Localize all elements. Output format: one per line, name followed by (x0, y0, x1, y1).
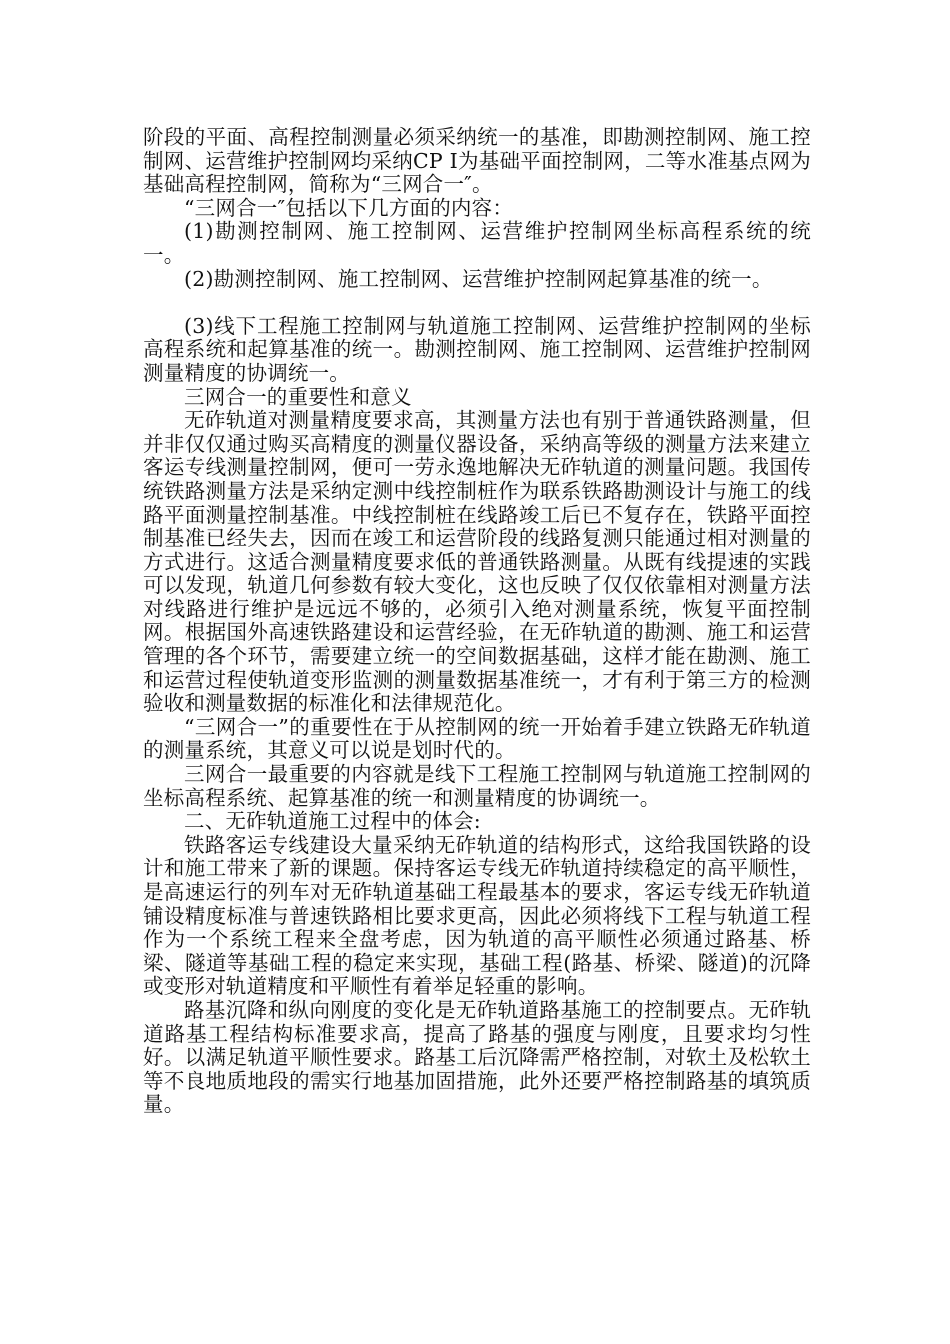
paragraph-8: “三网合一”的重要性在于从控制网的统一开始着手建立铁路无砟轨道的测量系统，其意义可以说是划时代的。 (143, 714, 811, 763)
document-body (143, 126, 811, 1117)
paragraph-spacer (143, 291, 811, 315)
paragraph-11: 铁路客运专线建设大量采纳无砟轨道的结构形式，这给我国铁路的设计和施工带来了新的课题。保持客运专线无砟轨道持续稳定的高平顺性，是高速运行的列车对无砟轨道基础工程最基本的要求，客运专线无砟轨道铺设精度标准与普速铁路相比要求更高，因此必须将线下工程与轨道工程作为一个系统工程来全盘考虑，因为轨道的高平顺性必须通过路基、桥梁、隧道等基础工程的稳定来实现，基础工程(路基、桥梁、隧道)的沉降或变形对轨道精度和平顺性有着举足轻重的影响。 (143, 832, 811, 999)
section-heading-importance: 三网合一的重要性和意义 (184, 384, 412, 409)
paragraph-9: 三网合一最重要的内容就是线下工程施工控制网与轨道施工控制网的坐标高程系统、起算基准的统一和测量精度的协调统一。 (143, 762, 811, 810)
paragraph-12: 路基沉降和纵向刚度的变化是无砟轨道路基施工的控制要点。无砟轨道路基工程结构标准要求高，提高了路基的强度与刚度，且要求均匀性好。以满足轨道平顺性要求。路基工后沉降需严格控制，对软土及松软土等不良地质地段的需实行地基加固措施，此外还要严格控制路基的填筑质量。 (143, 997, 811, 1117)
paragraph-4: (2)勘测控制网、施工控制网、运营维护控制网起算基准的统一。 (184, 266, 773, 291)
paragraph-2: “三网合一″包括以下几方面的内容： (184, 195, 514, 220)
paragraph-1: 阶段的平面、高程控制测量必须采纳统一的基准，即勘测控制网、施工控制网、运营维护控制网均采纳CP Ⅰ为基础平面控制网，二等水准基点网为基础高程控制网，简称为“三网合一″。 (143, 125, 811, 197)
paragraph-3: (1)勘测控制网、施工控制网、运营维护控制网坐标高程系统的统一。 (143, 219, 811, 267)
paragraph-7: 无砟轨道对测量精度要求高，其测量方法也有别于普通铁路测量，但并非仅仅通过购买高精度的测量仪器设备，采纳高等级的测量方法来建立客运专线测量控制网，便可一劳永逸地解决无砟轨道的测量问题。我国传统铁路测量方法是采纳定测中线控制桩作为联系铁路勘测设计与施工的线路平面测量控制基准。中线控制桩在线路竣工后已不复存在，铁路平面控制基准已经失去，因而在竣工和运营阶段的线路复测只能通过相对测量的方式进行。这适合测量精度要求低的普通铁路测量。从既有线提速的实践可以发现，轨道几何参数有较大变化，这也反映了仅仅依靠相对测量方法对线路进行维护是远远不够的，必须引入绝对测量系统，恢复平面控制网。根据国外高速铁路建设和运营经验，在无砟轨道的勘测、施工和运营管理的各个环节，需要建立统一的空间数据基础，这样才能在勘测、施工和运营过程使轨道变形监测的测量数据基准统一，才有利于第三方的检测验收和测量数据的标准化和法律规范化。 (143, 408, 811, 716)
section-heading-construction: 二、无砟轨道施工过程中的体会: (184, 809, 481, 834)
paragraph-5: (3)线下工程施工控制网与轨道施工控制网、运营维护控制网的坐标高程系统和起算基准的统一。勘测控制网、施工控制网、运营维护控制网测量精度的协调统一。 (143, 313, 811, 385)
